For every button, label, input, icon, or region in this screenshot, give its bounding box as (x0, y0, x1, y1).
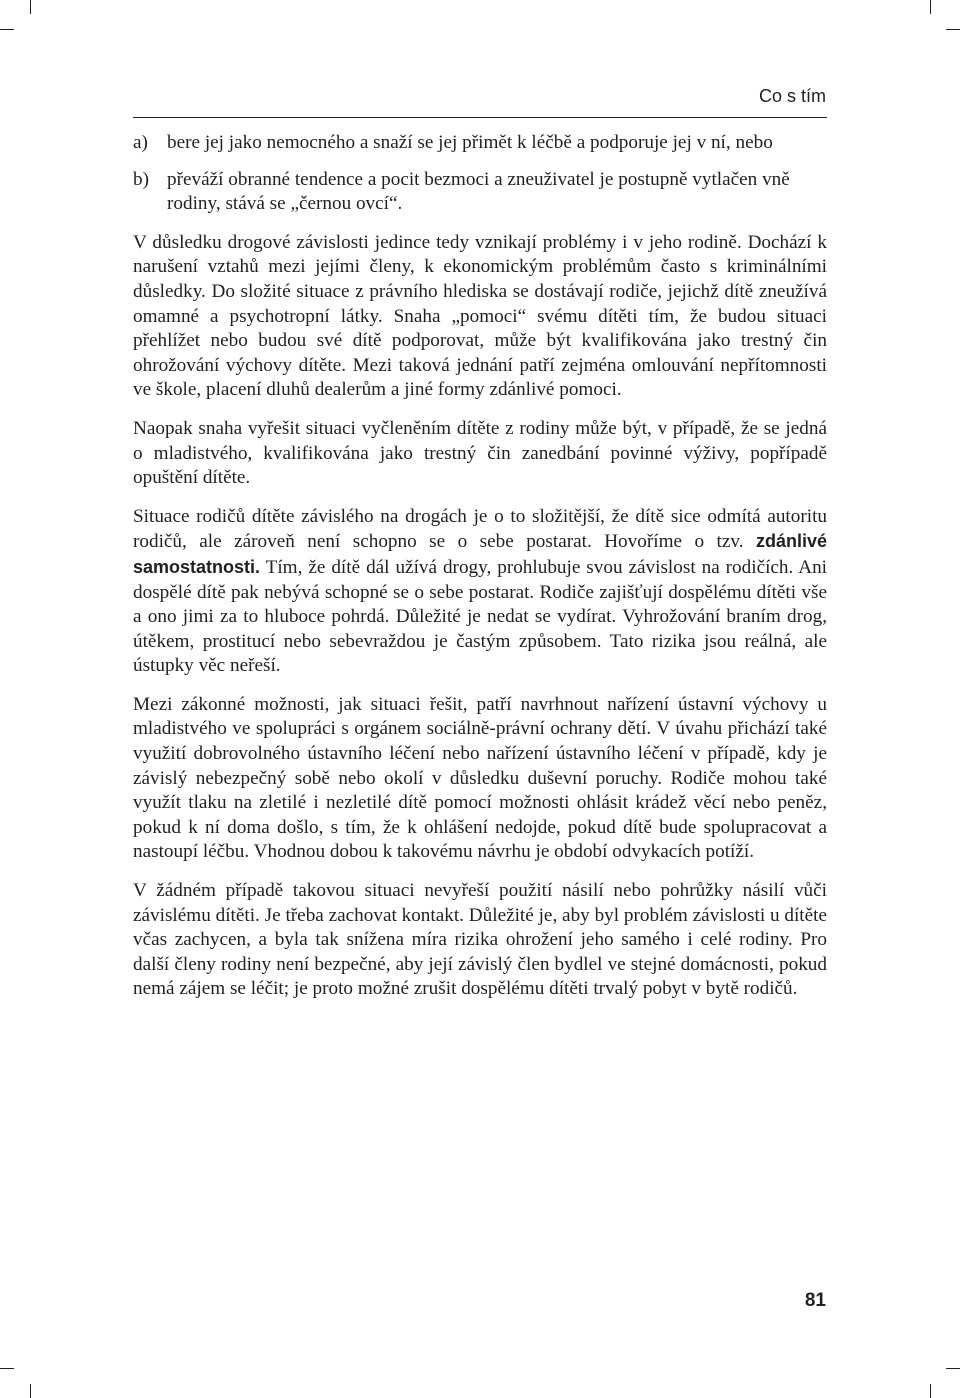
paragraph-text: Tím, že dítě dál užívá drogy, prohlubuje svou závislost na rodičích. Ani dospělé dítě pak nebývá schopné se o sebe postarat. Rodiče zajišťují dospělému dítěti vše a ono jimi za to hluboce pohrdá. Důležité je nedat se vydírat. Vyhrožování braním drog, útěkem, prostitucí nebo sebevraždou je častým způsobem. Tato rizika jsou reálná, ale ústupky věc neřeší. (133, 556, 827, 677)
crop-mark-top-left-h (0, 29, 14, 30)
crop-mark-bottom-left (30, 1384, 31, 1398)
paragraph: V žádném případě takovou situaci nevyřeší použití násilí nebo pohrůžky násilí vůči závislému dítěti. Je třeba zachovat kontakt. Důležité je, aby byl problém závislosti u dítěte včas zachycen, a byla tak snížena míra rizika ohrožení jeho samého i celé rodiny. Pro další členy rodiny není bezpečné, aby její závislý člen bydlel ve stejné domácnosti, pokud nemá zájem se léčit; je proto možné zrušit dospělému dítěti trvalý pobyt v bytě rodičů. (133, 880, 827, 1000)
crop-mark-top-right (930, 0, 931, 14)
paragraph: Naopak snaha vyřešit situaci vyčleněním dítěte z rodiny může být, v případě, že se jedná o mladistvého, kvalifikována jako trestný čin zanedbání povinné výživy, popřípadě opuštění dítěte. (133, 417, 827, 489)
list-text: převáží obranné tendence a pocit bezmoci a zneuživatel je postupně vytlačen vně rodiny, stává se „černou ovcí“. (167, 168, 790, 215)
list-marker: b) (133, 168, 149, 190)
crop-mark-bottom-left-h (0, 1368, 14, 1369)
list-marker: a) (133, 132, 148, 153)
paragraph (133, 505, 827, 679)
list-item (133, 168, 827, 217)
running-header: Co s tím (758, 86, 826, 106)
crop-mark-bottom-right (930, 1384, 931, 1398)
paragraph-text: Situace rodičů dítěte závislého na drogách je o to složitější, že dítě sice odmítá autoritu rodičů, ale zároveň není schopno se o sebe postarat. Hovoříme o tzv. (133, 505, 827, 553)
crop-mark-top-left (30, 0, 31, 14)
crop-mark-bottom-right-h (946, 1368, 960, 1369)
page-number: 81 (804, 1290, 826, 1311)
page-body (133, 131, 827, 1016)
crop-mark-top-right-h (946, 29, 960, 30)
paragraph: Mezi zákonné možnosti, jak situaci řešit, patří navrhnout nařízení ústavní výchovy u mladistvého ve spolupráci s orgánem sociálně-právní ochrany dětí. V úvahu přichází také využití dobrovolného ústavního léčení nebo nařízení ústavního léčení v případě, kdy je závislý nebezpečný sobě nebo okolí v důsledku duševní poruchy. Rodiče mohou také využít tlaku na zletilé i nezletilé dítě pomocí možnosti ohlásit krádež věcí nebo peněz, pokud k ní doma došlo, s tím, že k ohlášení nedojde, pokud dítě bude spolupracovat a nastoupí léčbu. Vhodnou dobou k takovému návrhu je období odvykacích potíží. (133, 693, 827, 863)
header-rule (133, 117, 827, 118)
bold-term: zdánlivé samostatnosti. (133, 531, 827, 577)
paragraph: V důsledku drogové závislosti jedince tedy vznikají problémy i v jeho rodině. Dochází k narušení vztahů mezi jejími členy, k ekonomickým problémům často s kriminálními důsledky. Do složité situace z právního hlediska se dostávají rodiče, jejichž dítě zneužívá omamné a psychotropní látky. Snaha „pomoci“ svému dítěti tím, že budou situaci přehlížet nebo budou své dítě podporovat, může být kvalifikována jako trestný čin ohrožování výchovy dítěte. Mezi taková jednání patří zejména omlouvání nepřítomnosti ve škole, placení dluhů dealerům a jiné formy zdánlivé pomoci. (133, 231, 827, 401)
list-item (133, 131, 827, 156)
list-text: bere jej jako nemocného a snaží se jej přimět k léčbě a podporuje jej v ní, nebo (167, 132, 773, 153)
